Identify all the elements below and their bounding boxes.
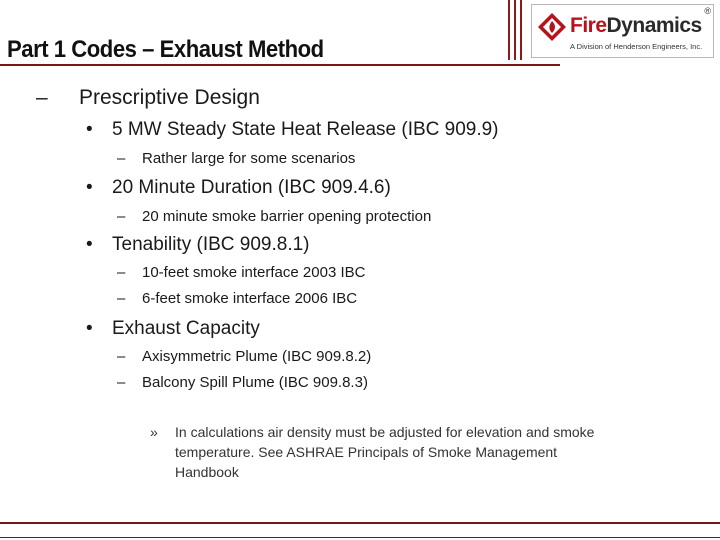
- header-accent-bar: [508, 0, 510, 60]
- dash-marker: –: [117, 150, 126, 167]
- logo-tagline: A Division of Henderson Engineers, Inc.: [570, 42, 703, 51]
- bullet-duration: 20 Minute Duration (IBC 909.4.6): [112, 177, 391, 198]
- dash-marker: –: [117, 290, 126, 307]
- note-line: temperature. See ASHRAE Principals of Smoke Management: [175, 444, 558, 460]
- note-line: In calculations air density must be adjusted for elevation and smoke: [175, 424, 595, 440]
- header-divider: [0, 64, 560, 66]
- bullet-marker: •: [86, 177, 93, 198]
- dash-marker: –: [36, 86, 48, 109]
- sub-item: Rather large for some scenarios: [142, 150, 356, 167]
- dash-marker: –: [117, 348, 126, 365]
- sub-item: 10-feet smoke interface 2003 IBC: [142, 264, 366, 281]
- company-logo: [531, 4, 714, 58]
- note-line: Handbook: [175, 464, 239, 480]
- logo-wordmark: [570, 14, 702, 38]
- dash-marker: –: [117, 264, 126, 281]
- bullet-marker: •: [86, 119, 93, 140]
- sub-item: 20 minute smoke barrier opening protection: [142, 208, 432, 225]
- raquo-marker: »: [150, 424, 158, 440]
- bullet-tenability: Tenability (IBC 909.8.1): [112, 234, 310, 255]
- sub-item: Balcony Spill Plume (IBC 909.8.3): [142, 374, 368, 391]
- footer-divider: [0, 522, 720, 538]
- bullet-exhaust-capacity: Exhaust Capacity: [112, 318, 260, 339]
- slide-title: Part 1 Codes – Exhaust Method: [7, 36, 324, 63]
- header-accent-bar: [514, 0, 516, 60]
- registered-mark: ®: [704, 6, 711, 16]
- sub-item: Axisymmetric Plume (IBC 909.8.2): [142, 348, 372, 365]
- logo-dynamics-text: Dynamics: [606, 14, 702, 37]
- dash-marker: –: [117, 208, 126, 225]
- bullet-heat-release: 5 MW Steady State Heat Release (IBC 909.9): [112, 119, 499, 140]
- slide-header: [0, 0, 720, 70]
- bullet-marker: •: [86, 234, 93, 255]
- heading-prescriptive-design: Prescriptive Design: [79, 86, 260, 109]
- header-accent-bar: [520, 0, 522, 60]
- dash-marker: –: [117, 374, 126, 391]
- flame-diamond-icon: [537, 12, 567, 42]
- logo-fire-text: Fire: [570, 14, 607, 37]
- sub-item: 6-feet smoke interface 2006 IBC: [142, 290, 358, 307]
- bullet-marker: •: [86, 318, 93, 339]
